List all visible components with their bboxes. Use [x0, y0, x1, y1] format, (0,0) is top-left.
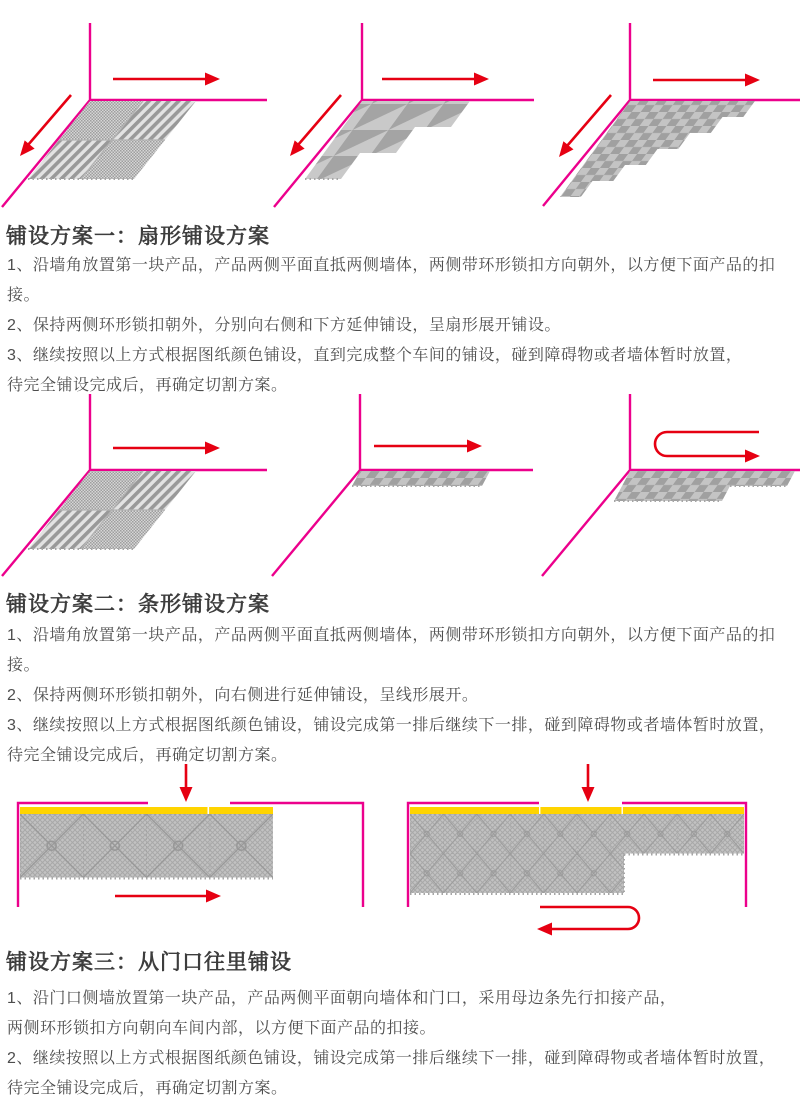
tile-patch — [352, 471, 490, 486]
plan3-step-2-cont: 待完全铺设完成后，再确定切割方案。 — [7, 1080, 288, 1097]
plan3-step-1-cont: 两侧环形锁扣方向朝向车间内部，以方便下面产品的扣接。 — [7, 1020, 437, 1037]
arrow-down-icon — [180, 764, 193, 802]
arrow-down-icon — [582, 764, 595, 802]
plan1-step-3: 3、继续按照以上方式根据图纸颜色铺设，直到完成整个车间的铺设，碰到障碍物或者墙体暂时放置， — [7, 347, 743, 364]
plan1-instructions — [7, 251, 797, 401]
diagram-strip-first-row — [266, 380, 533, 585]
arrow-uturn-left-icon — [537, 907, 639, 936]
plan3-instructions — [7, 984, 797, 1104]
diagram-door-second-row — [400, 760, 800, 945]
diagram-strip-next-row — [533, 380, 800, 585]
plan2-title: 铺设方案二：条形铺设方案 — [6, 593, 270, 616]
plan1-step-2: 2、保持两侧环形锁扣朝外，分别向右侧和下方延伸铺设，呈扇形展开铺设。 — [7, 317, 561, 334]
plan1-step-1: 1、沿墙角放置第一块产品，产品两侧平面直抵两侧墙体，两侧带环形锁扣方向朝外，以方便下面产品的扣接。 — [7, 257, 776, 304]
plan3-step-1: 1、沿门口侧墙放置第一块产品，产品两侧平面朝向墙体和门口，采用母边条先行扣接产品， — [7, 990, 677, 1007]
arrow-uturn-right-icon — [655, 432, 760, 463]
edge-strip — [20, 807, 273, 814]
diagram-door-first-row — [0, 760, 400, 945]
plan3-step-2: 2、继续按照以上方式根据图纸颜色铺设，铺设完成第一排后继续下一排，碰到障碍物或者墙体暂时放置， — [7, 1050, 776, 1067]
arrow-right-icon — [113, 442, 220, 455]
arrow-right-icon — [382, 73, 489, 86]
diagram-strip-corner-start — [0, 380, 267, 585]
tile-patch — [410, 814, 744, 894]
arrow-right-icon — [374, 440, 482, 453]
plan1-step-3-cont: 待完全铺设完成后，再确定切割方案。 — [7, 377, 288, 394]
diagram-fan-expanding — [267, 0, 534, 215]
arrow-right-icon — [113, 73, 220, 86]
plan1-title: 铺设方案一：扇形铺设方案 — [6, 225, 270, 248]
plan2-step-1: 1、沿墙角放置第一块产品，产品两侧平面直抵两侧墙体，两侧带环形锁扣方向朝外，以方便下面产品的扣接。 — [7, 627, 776, 674]
diagram-fan-full-spread — [533, 0, 800, 215]
plan2-instructions — [7, 621, 797, 771]
plan2-step-3: 3、继续按照以上方式根据图纸颜色铺设，铺设完成第一排后继续下一排，碰到障碍物或者墙体暂时放置， — [7, 717, 776, 734]
tile-patch — [28, 101, 196, 179]
plan3-title: 铺设方案三：从门口往里铺设 — [6, 951, 292, 974]
tile-patch — [614, 471, 795, 501]
arrow-right-icon — [115, 890, 221, 903]
plan2-step-3-cont: 待完全铺设完成后，再确定切割方案。 — [7, 747, 288, 764]
plan2-step-2: 2、保持两侧环形锁扣朝外，向右侧进行延伸铺设，呈线形展开。 — [7, 687, 479, 704]
diagram-fan-corner-start — [0, 0, 267, 215]
arrow-right-icon — [653, 74, 760, 87]
tile-patch — [20, 814, 273, 879]
tile-patch — [28, 471, 196, 549]
edge-strip — [410, 807, 744, 814]
